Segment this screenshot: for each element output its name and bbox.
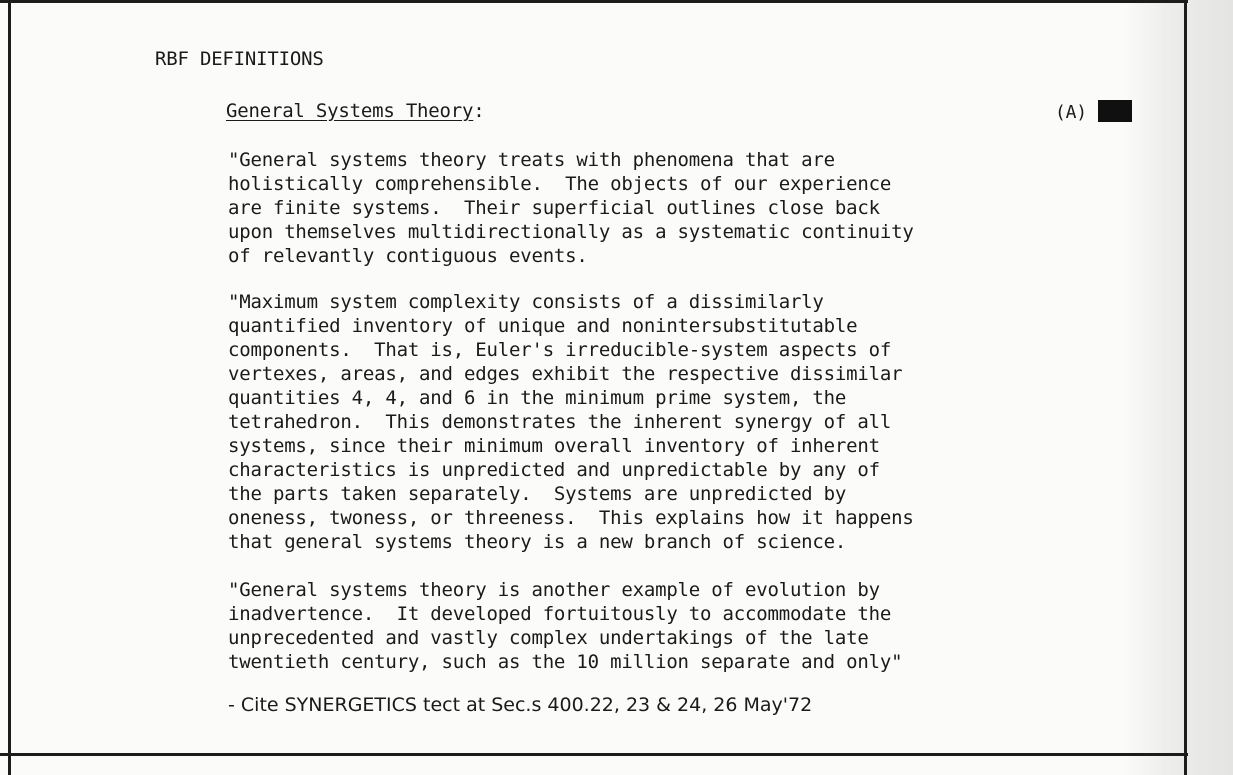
paragraph-1: "General systems theory treats with phenomena that are holistically comprehensible. The objects of our experience are finite systems. Their superficial outlines close back upon themselves multidirectionally as a systematic continuity of relevantly contiguous events.	[228, 149, 914, 267]
page-edge-shadow	[1123, 0, 1233, 775]
card-border-bottom	[0, 753, 1188, 756]
definition-title	[226, 100, 485, 122]
card-border-left	[8, 0, 11, 775]
redaction-mark	[1098, 100, 1132, 122]
card-border-top	[0, 0, 1188, 3]
card-border-right	[1184, 0, 1187, 775]
definition-title-text: General Systems Theory	[226, 100, 474, 122]
document-header: RBF DEFINITIONS	[155, 48, 324, 70]
paragraph-3: "General systems theory is another example of evolution by inadvertence. It developed fortuitously to accommodate the unprecedented and vastly complex undertakings of the late twentieth century, such as the 10 million separate and only"	[228, 579, 903, 673]
paragraph-2: "Maximum system complexity consists of a dissimilarly quantified inventory of unique and nonintersubstitutable components. That is, Euler's irreducible-system aspects of vertexes, areas, and edges exhibit the respective dissimilar quantities 4, 4, and 6 in the minimum prime system, the tetrahedron. This demonstrates the inherent synergy of all systems, since their minimum overall inventory of inherent characteristics is unpredicted and unpredictable by any of the parts taken separately. Systems are unpredicted by oneness, twoness, or threeness. This explains how it happens that general systems theory is a new branch of science.	[228, 291, 914, 553]
definition-title-suffix: :	[473, 100, 485, 122]
section-code: (A)	[1055, 102, 1087, 123]
citation: - Cite SYNERGETICS tect at Sec.s 400.22, 23 & 24, 26 May'72	[228, 694, 813, 716]
